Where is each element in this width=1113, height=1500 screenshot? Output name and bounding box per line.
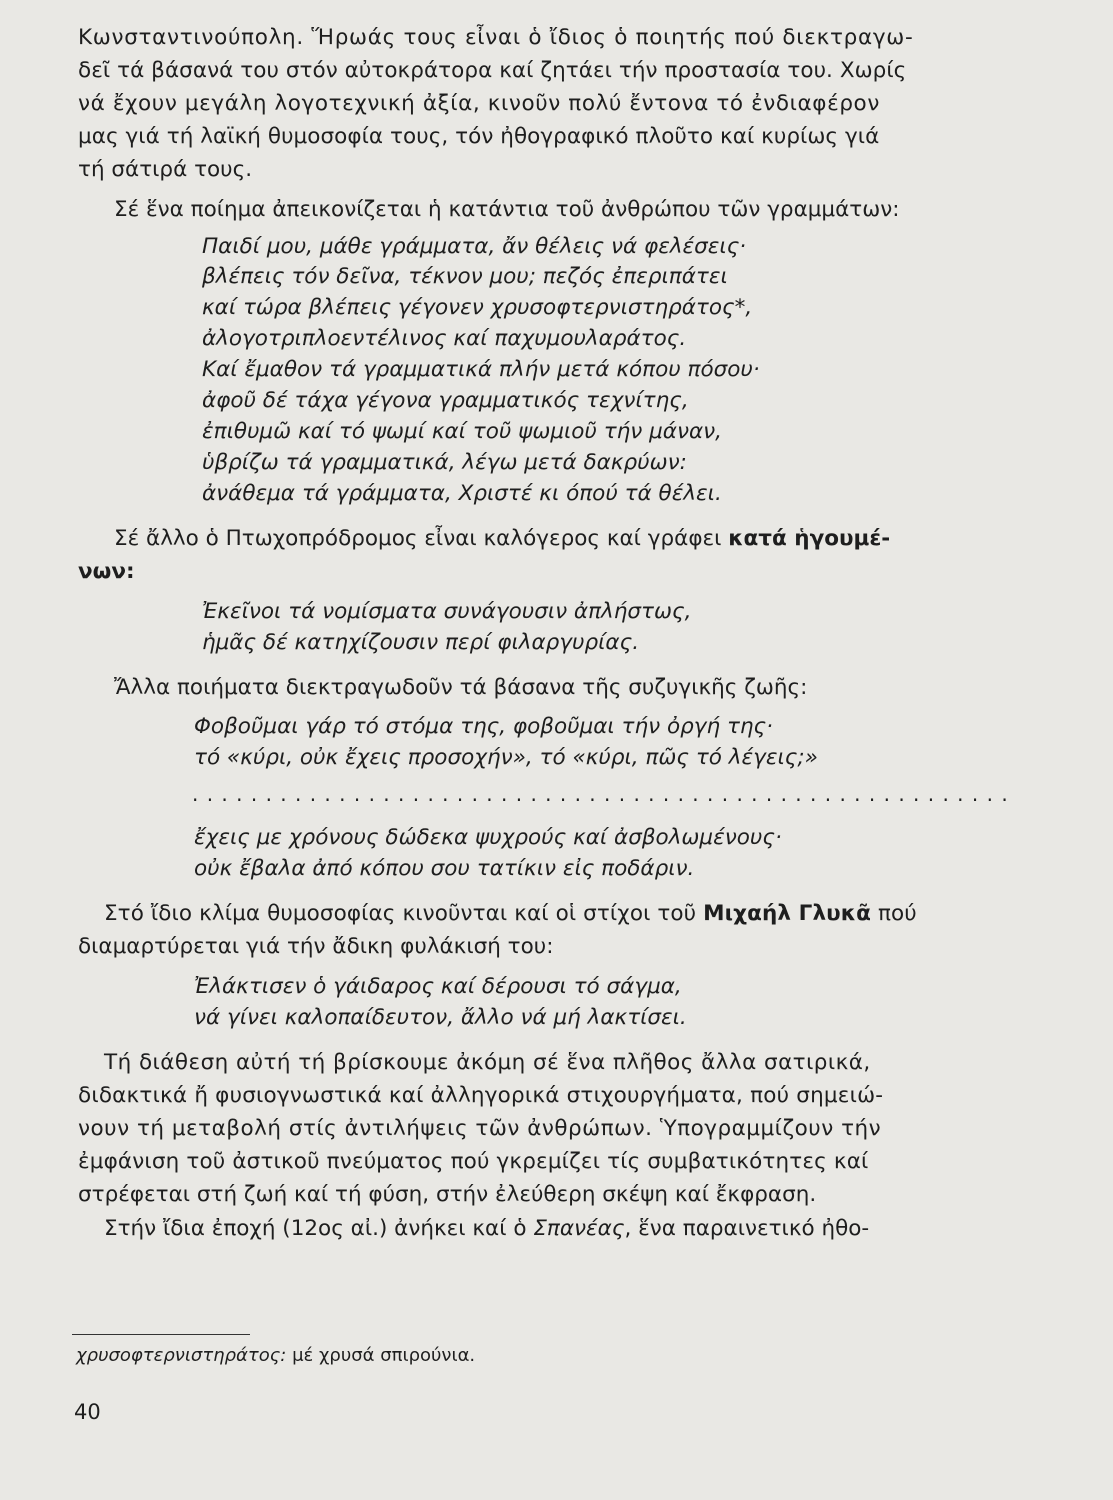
work-title: Σπανέας (533, 1216, 625, 1241)
paragraph-line: Κωνσταντινούπολη. Ἥρωάς τους εἶναι ὁ ἴδιος ὁ ποιητής πού διεκτραγω- (78, 25, 914, 50)
text-run: , ἕνα παραινετικό ἠθο- (624, 1216, 870, 1241)
paragraph-line (114, 523, 890, 554)
paragraph-line (104, 898, 917, 929)
text-run: Στήν ἴδια ἐποχή (12ος αἰ.) ἀνήκει καί ὁ (104, 1216, 534, 1241)
paragraph-line: νά ἔχουν μεγάλη λογοτεχνική ἀξία, κινοῦν πολύ ἔντονα τό ἐνδιαφέρον (78, 91, 880, 116)
verse-line: ἐπιθυμῶ καί τό ψωμί καί τοῦ ψωμιοῦ τήν μάναν, (202, 419, 722, 444)
verse-line: καί τώρα βλέπεις γέγονεν χρυσοφτερνιστηράτος*, (202, 295, 753, 320)
paragraph-line: Ἄλλα ποιήματα διεκτραγωδοῦν τά βάσανα τῆς συζυγικῆς ζωῆς: (114, 675, 808, 700)
paragraph-line: μας γιά τή λαϊκή θυμοσοφία τους, τόν ἠθογραφικό πλοῦτο καί κυρίως γιά (78, 124, 880, 149)
text-run: Σέ ἄλλο ὁ Πτωχοπρόδρομος εἶναι καλόγερος καί γράφει (114, 526, 729, 551)
paragraph-line: διδακτικά ἤ φυσιογνωστικά καί ἀλληγορικά στιχουργήματα, πού σημειώ- (78, 1083, 884, 1108)
paragraph-line: νουν τή μεταβολή στίς ἀντιλήψεις τῶν ἀνθρώπων. Ὑπογραμμίζουν τήν (78, 1116, 882, 1141)
verse-line: Παιδί μου, μάθε γράμματα, ἄν θέλεις νά φελέσεις· (202, 234, 747, 259)
verse-line: Καί ἔμαθον τά γραμματικά πλήν μετά κόπου πόσου· (202, 357, 760, 382)
bold-title: κατά ἡγουμέ- (728, 526, 891, 551)
verse-line: τό «κύρι, οὐκ ἔχεις προσοχήν», τό «κύρι, πῶς τό λέγεις;» (194, 745, 818, 770)
paragraph-line: δεῖ τά βάσανά του στόν αὐτοκράτορα καί ζητάει τήν προστασία του. Χωρίς (78, 58, 907, 83)
footnote-rule (72, 1334, 250, 1335)
text-run: πού (871, 901, 917, 926)
verse-line: ἀλογοτριπλοεντέλινος καί παχυμουλαράτος. (202, 326, 687, 351)
paragraph-line: στρέφεται στή ζωή καί τή φύση, στήν ἐλεύθερη σκέψη καί ἔκφραση. (78, 1182, 817, 1207)
footnote (76, 1345, 475, 1366)
page-number: 40 (74, 1400, 101, 1424)
verse-line: ἔχεις με χρόνους δώδεκα ψυχρούς καί ἀσβολωμένους· (194, 825, 782, 850)
paragraph-line: τή σάτιρά τους. (78, 157, 253, 182)
verse-line: Ἐλάκτισεν ὁ γάιδαρος καί δέρουσι τό σάγμα, (194, 974, 682, 999)
text-run: Στό ἴδιο κλίμα θυμοσοφίας κινοῦνται καί οἱ στίχοι τοῦ (104, 901, 704, 926)
bold-title: νων: (78, 559, 135, 584)
verse-line: ἀνάθεμα τά γράμματα, Χριστέ κι όπού τά θέλει. (202, 481, 722, 506)
verse-line: Ἐκεῖνοι τά νομίσματα συνάγουσιν ἀπλήστως, (202, 599, 692, 624)
paragraph-line (104, 1213, 869, 1244)
verse-line: Φοβοῦμαι γάρ τό στόμα της, φοβοῦμαι τήν ὀργή της· (194, 714, 773, 739)
verse-line: οὐκ ἔβαλα ἀπό κόπου σου τατίκιν εἰς ποδάριν. (194, 856, 695, 881)
paragraph-line: Τή διάθεση αὐτή τή βρίσκουμε ἀκόμη σέ ἕνα πλῆθος ἄλλα σατιρικά, (104, 1050, 871, 1075)
ellipsis-separator: . . . . . . . . . . . . . . . . . . . . . . . . . . . . . . . . . . . . . . . . . . . . . . . . . . . . . . . . (192, 782, 1009, 806)
paragraph-line: Σέ ἕνα ποίημα ἀπεικονίζεται ἡ κατάντια τοῦ ἀνθρώπου τῶν γραμμάτων: (114, 197, 900, 222)
author-name: Μιχαήλ Γλυκᾶ (703, 901, 872, 926)
verse-line: ἀφοῦ δέ τάχα γέγονα γραμματικός τεχνίτης, (202, 388, 689, 413)
paragraph-line: ἐμφάνιση τοῦ ἀστικοῦ πνεύματος πού γκρεμίζει τίς συμβατικότητες καί (78, 1149, 869, 1174)
verse-line: βλέπεις τόν δεῖνα, τέκνον μου; πεζός ἐπεριπάτει (202, 264, 728, 289)
verse-line: νά γίνει καλοπαίδευτον, ἄλλο νά μή λακτίσει. (194, 1005, 687, 1030)
verse-line: ἡμᾶς δέ κατηχίζουσιν περί φιλαργυρίας. (202, 630, 640, 655)
footnote-definition: μέ χρυσά σπιρούνια. (292, 1345, 476, 1366)
footnote-term: χρυσοφτερνιστηράτος: (76, 1345, 287, 1366)
paragraph-line: διαμαρτύρεται γιά τήν ἄδικη φυλάκισή του: (78, 934, 554, 959)
verse-line: ὑβρίζω τά γραμματικά, λέγω μετά δακρύων: (202, 450, 687, 475)
